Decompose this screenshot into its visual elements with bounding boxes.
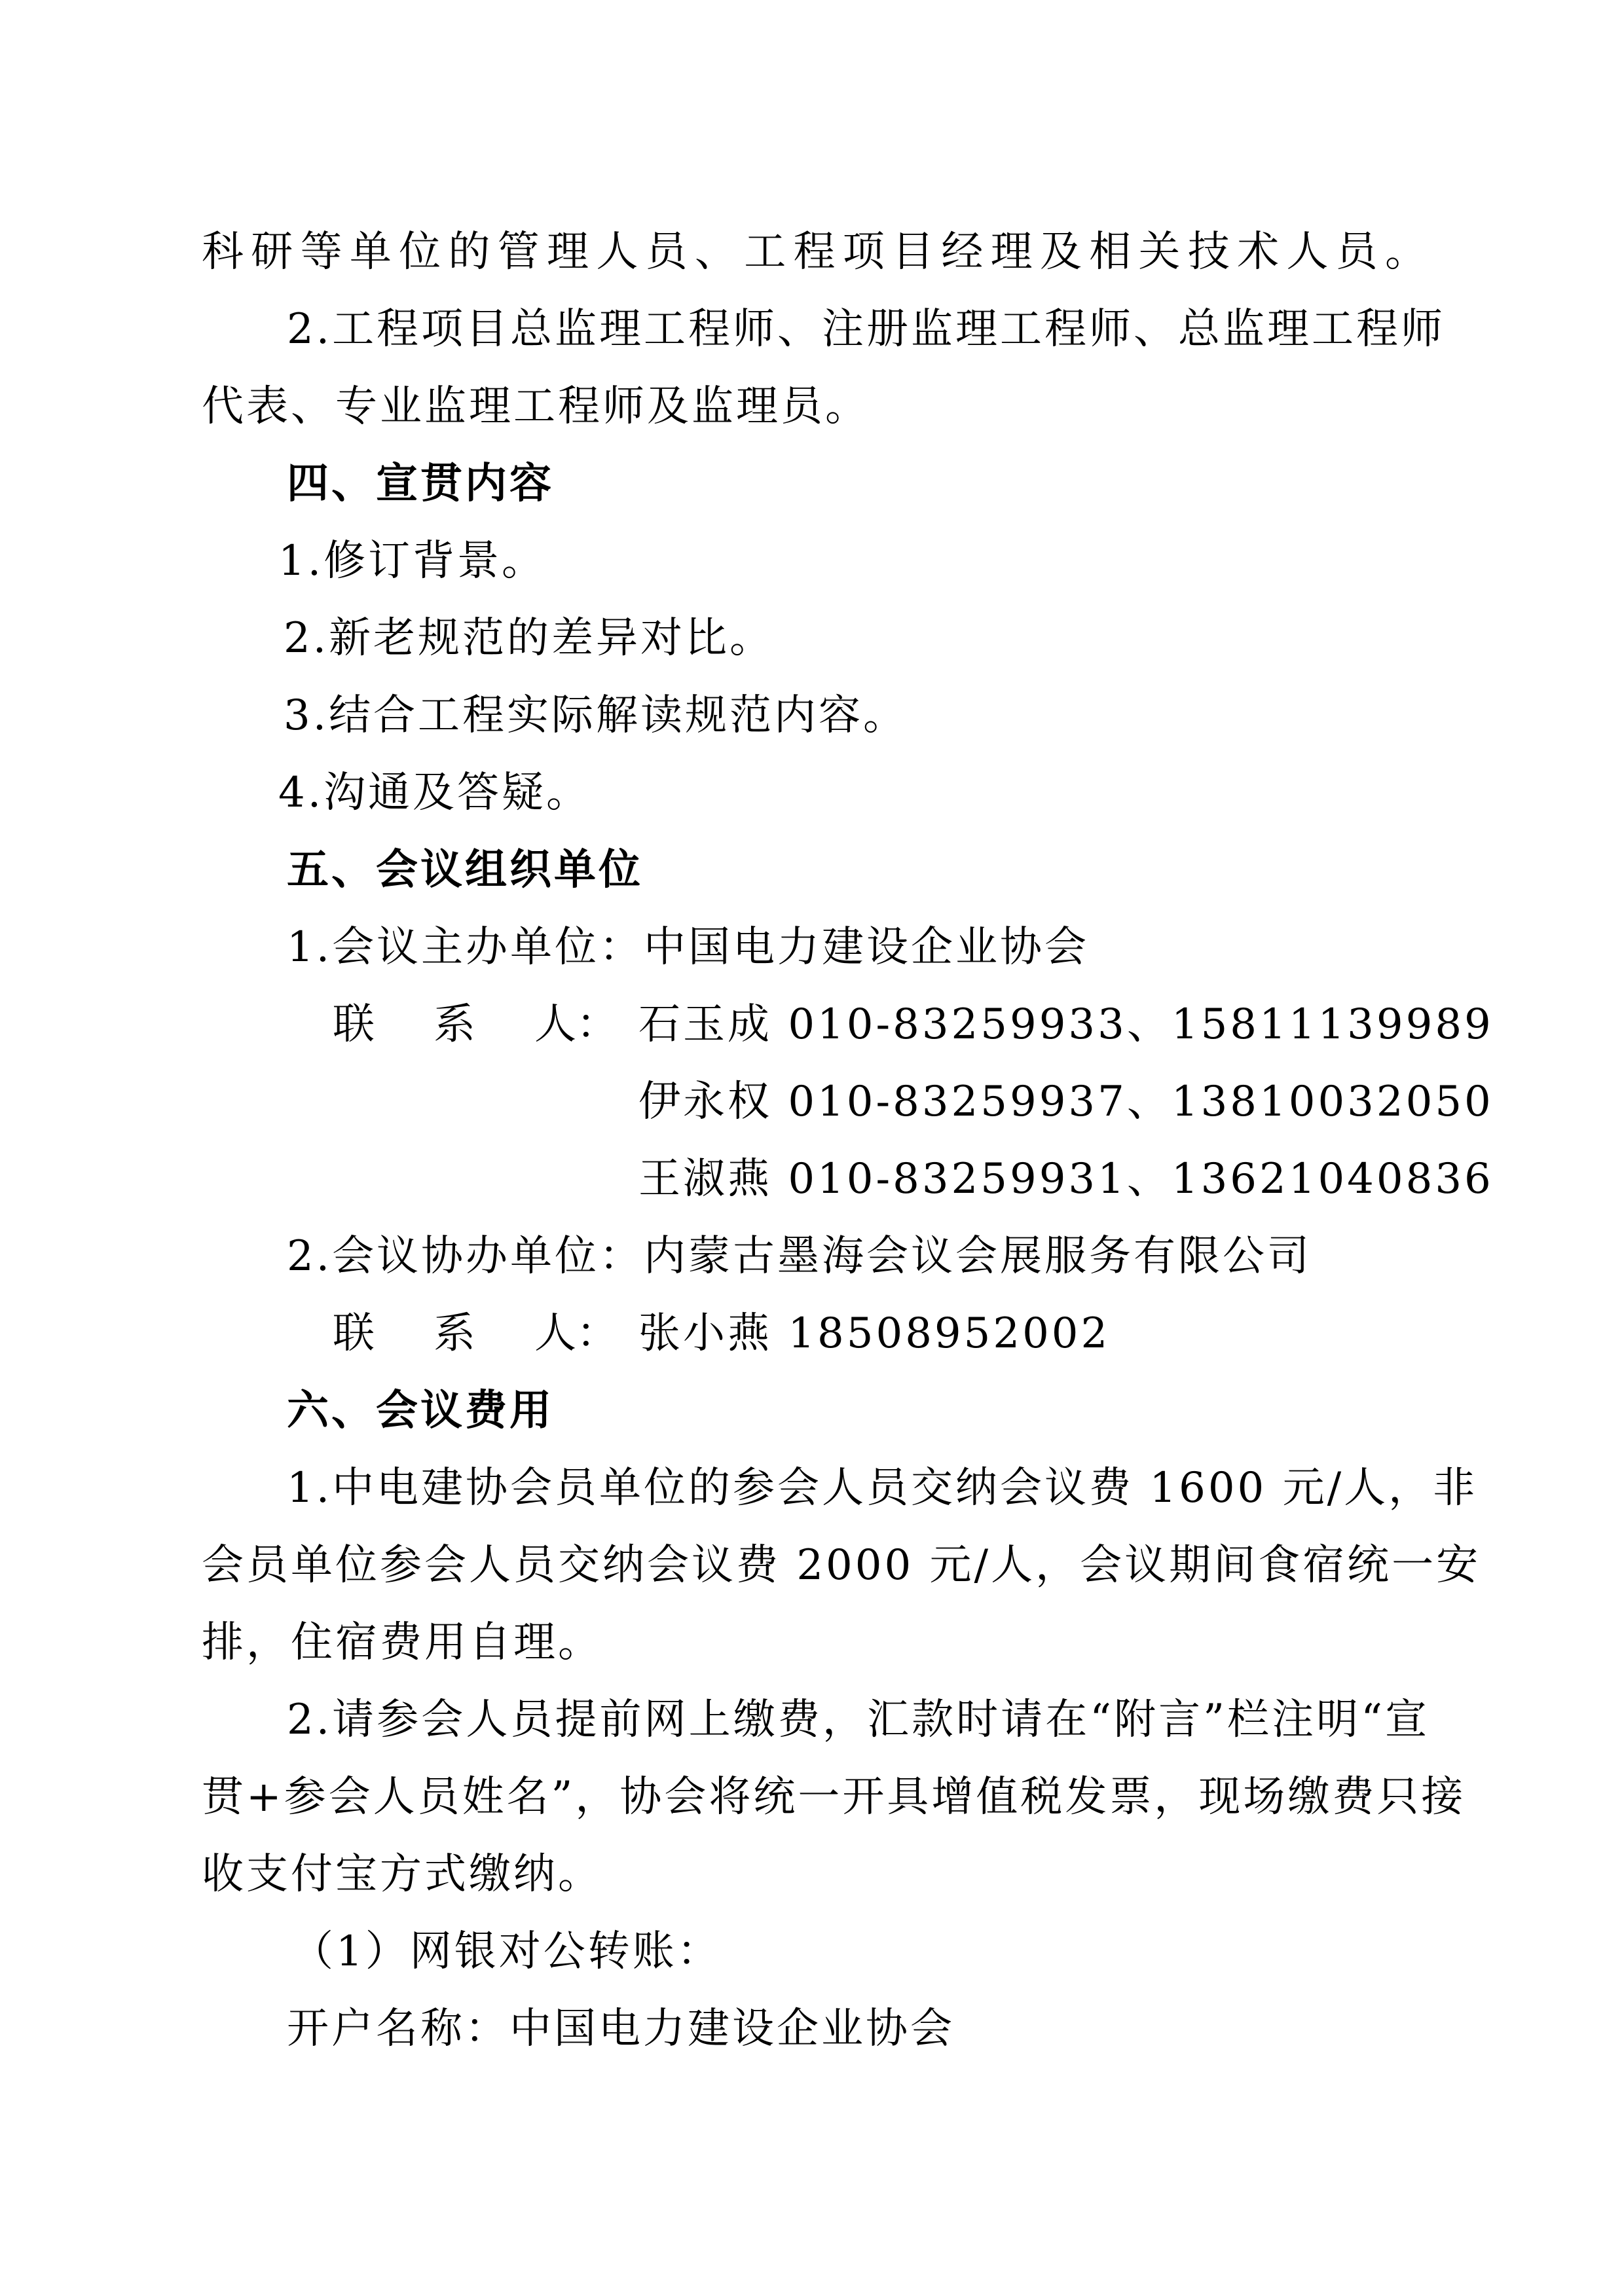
host-organizer: 1.会议主办单位：中国电力建设企业协会 [287,923,1090,972]
list-item: 2.新老规范的差异对比。 [284,614,775,663]
text-line: 代表、专业监理工程师及监理员。 [202,382,870,431]
text-line: 1.中电建协会员单位的参会人员交纳会议费 1600 元/人，非 [287,1464,1478,1512]
text-line: 贯+参会人员姓名”，协会将统一开具增值税发票，现场缴费只接 [202,1773,1466,1821]
list-item: 3.结合工程实际解读规范内容。 [284,691,908,740]
text-line: 会员单位参会人员交纳会议费 2000 元/人，会议期间食宿统一安 [202,1541,1481,1590]
text-line: 2.请参会人员提前网上缴费，汇款时请在“附言”栏注明“宣 [287,1696,1430,1744]
list-item: 1.修订背景。 [278,537,547,585]
list-item: 4.沟通及答疑。 [278,769,591,817]
section-heading-4: 四、宣贯内容 [287,460,554,508]
contact-label: 联 系 人： [333,1000,618,1049]
contact-label: 联 系 人： [333,1309,618,1358]
section-heading-6: 六、会议费用 [287,1387,554,1435]
contact-person: 王淑燕 010-83259931、13621040836 [638,1155,1494,1203]
contact-person: 伊永权 010-83259937、13810032050 [638,1078,1494,1126]
co-organizer: 2.会议协办单位：内蒙古墨海会议会展服务有限公司 [287,1232,1312,1281]
contact-person: 石玉成 010-83259933、15811139989 [638,1000,1494,1049]
text-line: 排，住宿费用自理。 [202,1618,602,1667]
text-line: 收支付宝方式缴纳。 [202,1850,602,1899]
text-line: 2.工程项目总监理工程师、注册监理工程师、总监理工程师 [287,305,1446,354]
text-line: 科研等单位的管理人员、工程项目经理及相关技术人员。 [202,228,1430,276]
payment-method-heading: （1）网银对公转账： [291,1927,722,1976]
section-heading-5: 五、会议组织单位 [287,846,643,894]
account-name: 开户名称：中国电力建设企业协会 [287,2005,955,2053]
contact-person: 张小燕 18508952002 [638,1309,1111,1358]
